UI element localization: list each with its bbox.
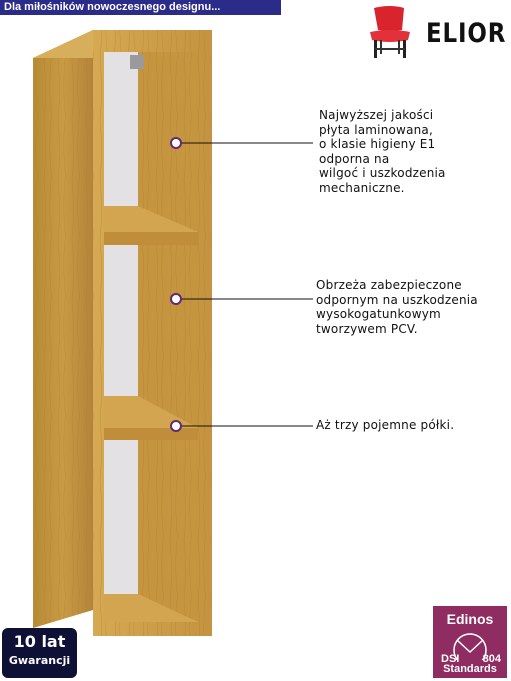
callout-shelves	[316, 418, 454, 433]
callout-line: wysokogatunkowym	[316, 307, 441, 321]
callout-line: odporna na	[319, 151, 390, 166]
callout-line: Aż trzy pojemne półki.	[316, 418, 455, 432]
callout-line: wilgoć i uszkodzenia	[319, 166, 446, 180]
warranty-badge	[2, 628, 77, 678]
callout-line: płyta laminowana,	[319, 122, 434, 137]
cert-number: 804	[482, 653, 501, 665]
callout-line: o klasie higieny E1	[319, 137, 436, 151]
callout-line: mechaniczne.	[319, 180, 405, 195]
cert-standards: Standards	[443, 663, 497, 675]
edinos-certificate-badge	[433, 606, 507, 678]
cert-dsi: DSI	[441, 653, 460, 665]
callout-line: Najwyższej jakości	[319, 108, 434, 122]
warranty-label: Gwarancji	[8, 654, 71, 667]
cert-brand: Edinos	[446, 611, 494, 627]
brand-name: ELIOR	[426, 18, 507, 49]
callout-edges	[316, 278, 478, 336]
callout-material	[319, 108, 446, 195]
callout-line: odpornym na uszkodzenia	[316, 292, 478, 307]
callout-line: Obrzeża zabezpieczone	[316, 278, 462, 292]
warranty-years: 10 lat	[13, 632, 66, 651]
top-banner: Dla miłośników nowoczesnego designu...	[0, 0, 281, 15]
callout-line: tworzywem PCV.	[316, 321, 418, 336]
